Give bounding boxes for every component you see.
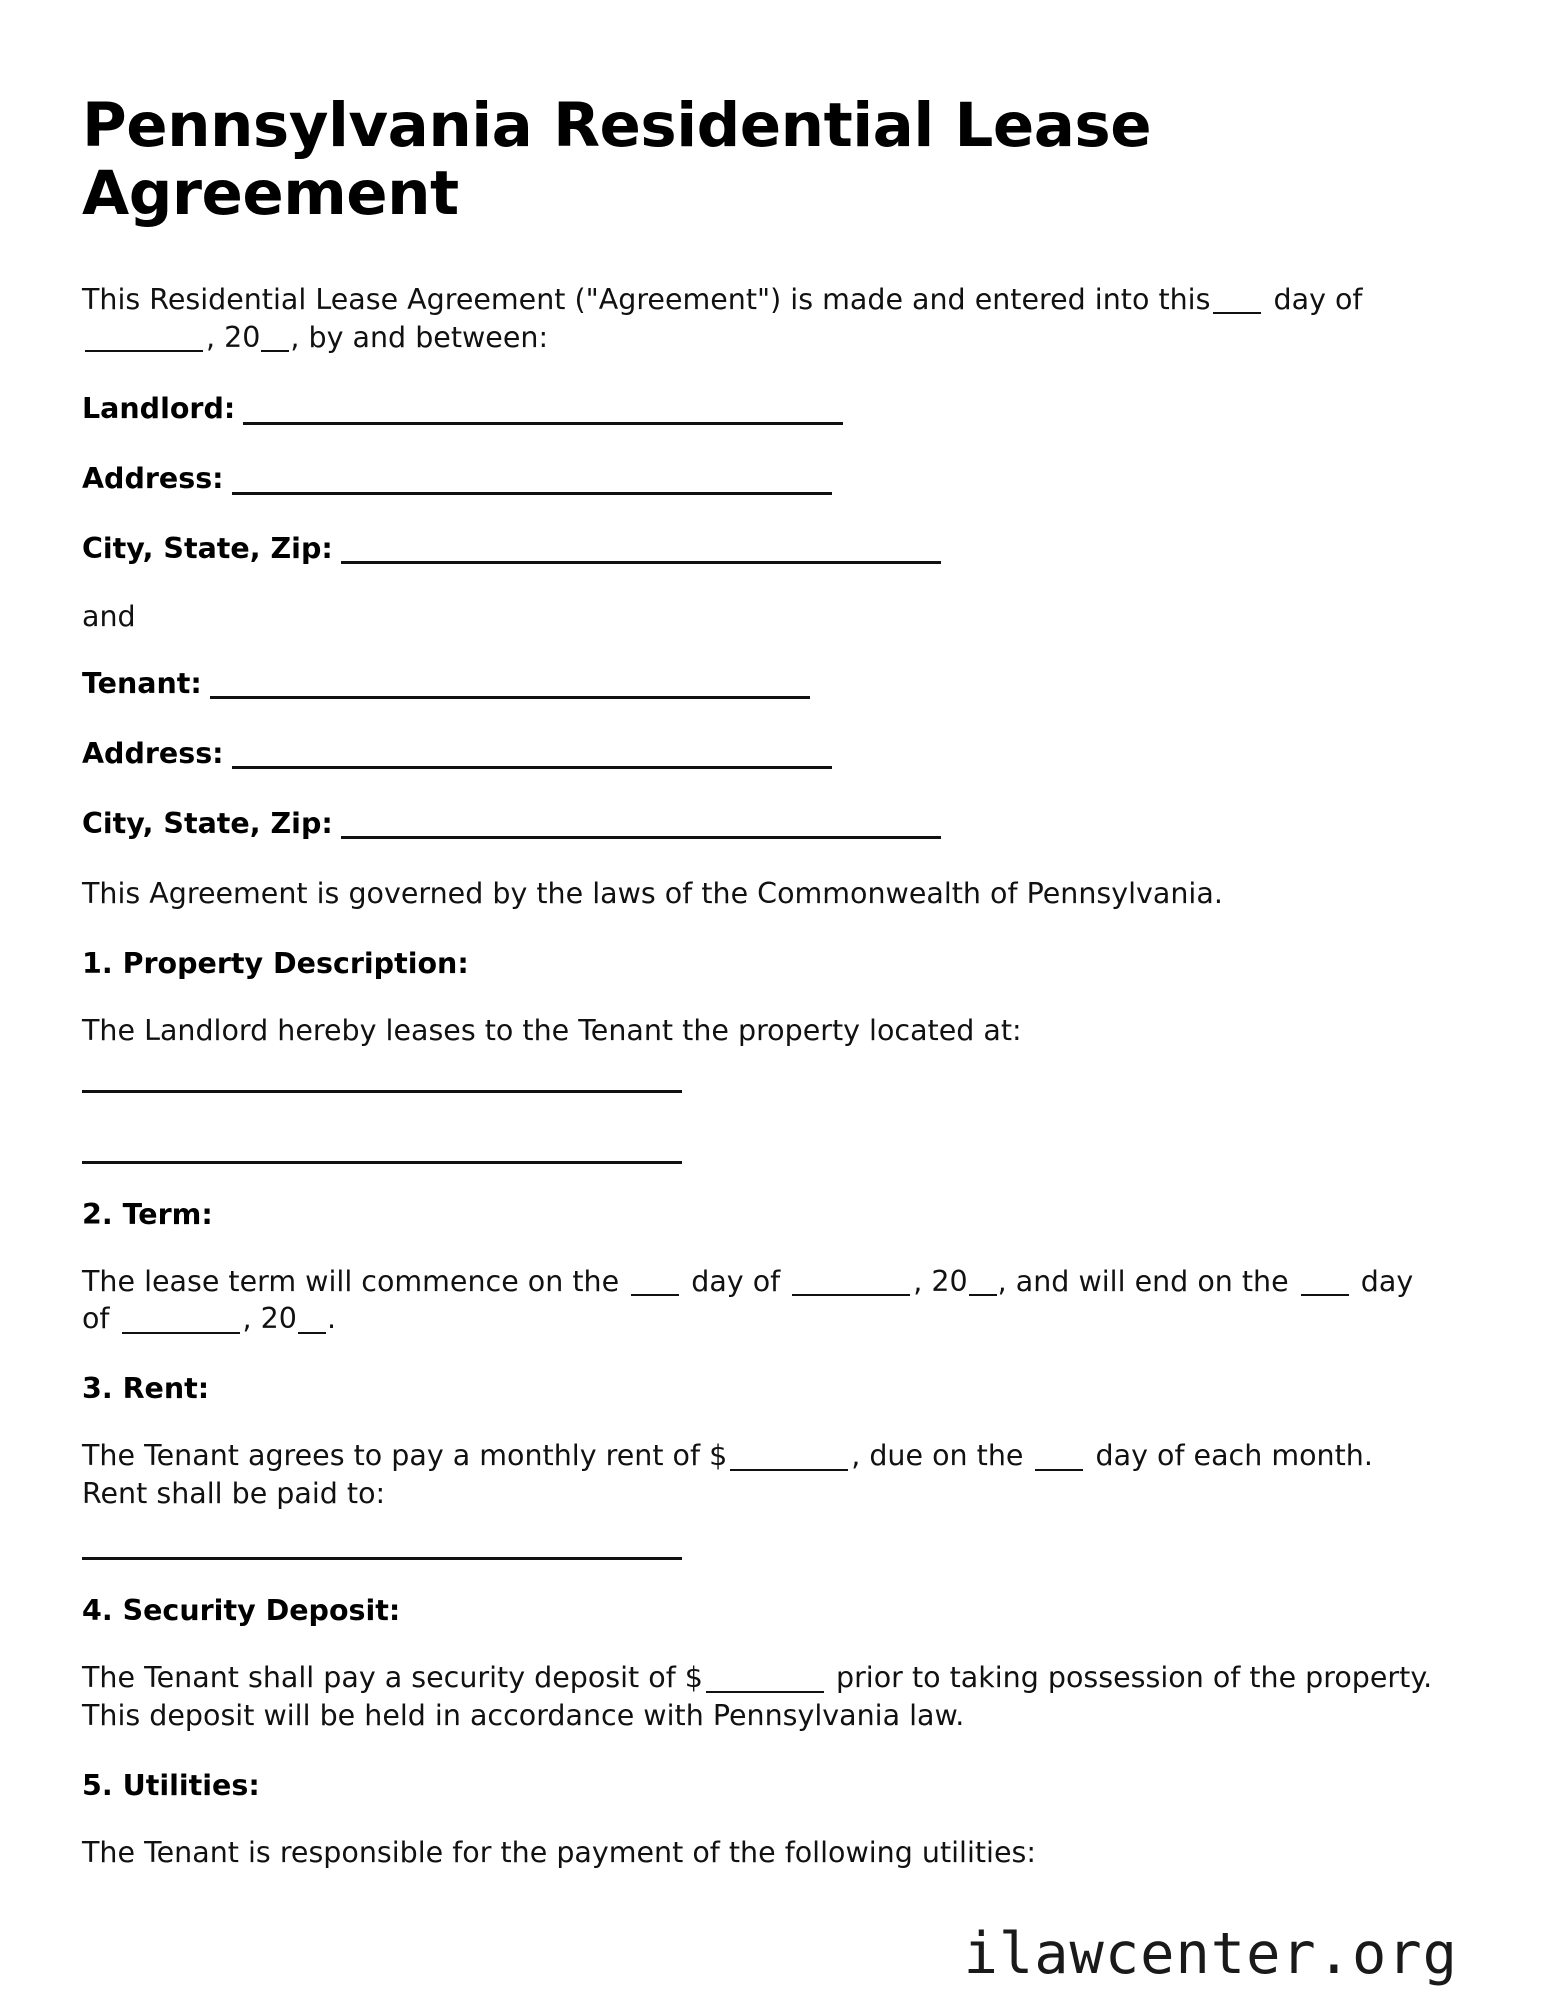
rent-payable-line-1[interactable]	[82, 1557, 682, 1560]
landlord-city-field-row	[82, 530, 1442, 568]
rent-text-part3: day of each month. Rent shall be paid to:	[82, 1439, 1373, 1511]
section-heading-rent: 3. Rent:	[82, 1372, 210, 1406]
section-body-rent	[82, 1437, 1442, 1513]
section-body-term	[82, 1263, 1442, 1339]
rent-payable-blank-lines	[82, 1557, 1442, 1560]
intro-day-blank[interactable]	[1213, 285, 1261, 314]
intro-paragraph	[82, 281, 1442, 357]
term-text-part7: .	[326, 1302, 336, 1336]
section-body-property-description: The Landlord hereby leases to the Tenant the property located at:	[82, 1013, 1022, 1047]
tenant-address-label: Address:	[82, 736, 224, 770]
conjunction-and: and	[82, 600, 136, 634]
landlord-address-field-row	[82, 460, 1442, 498]
tenant-input-line[interactable]	[210, 667, 810, 699]
landlord-address-label: Address:	[82, 462, 224, 496]
intro-text-part2: day of	[1273, 282, 1363, 316]
tenant-city-input-line[interactable]	[341, 807, 941, 839]
tenant-address-input-line[interactable]	[232, 737, 832, 769]
page-title: Pennsylvania Residential Lease Agreement	[82, 90, 1152, 230]
deposit-text-part2: prior to taking possession of the property. This deposit will be held in accordance with Pennsylvania law.	[82, 1661, 1433, 1732]
landlord-city-input-line[interactable]	[341, 532, 941, 564]
governing-law-paragraph: This Agreement is governed by the laws of the Commonwealth of Pennsylvania.	[82, 876, 1223, 910]
tenant-address-field-row	[82, 735, 1442, 773]
rent-due-day-blank[interactable]	[1035, 1442, 1083, 1471]
tenant-city-field-row	[82, 805, 1442, 843]
property-description-line-1[interactable]	[82, 1090, 682, 1093]
deposit-amount-blank[interactable]	[706, 1663, 824, 1692]
rent-amount-blank[interactable]	[730, 1442, 848, 1471]
intro-year-blank[interactable]	[261, 323, 289, 352]
section-heading-property-description: 1. Property Description:	[82, 946, 469, 980]
term-start-month-blank[interactable]	[792, 1267, 910, 1296]
tenant-field-row	[82, 665, 1442, 703]
term-text-part6: , 20	[242, 1302, 297, 1336]
intro-text-part3: , 20	[206, 320, 261, 354]
term-end-day-blank[interactable]	[1301, 1267, 1349, 1296]
rent-text-part1: The Tenant agrees to pay a monthly rent of $	[82, 1439, 728, 1473]
term-end-year-blank[interactable]	[298, 1305, 326, 1334]
term-start-year-blank[interactable]	[969, 1267, 997, 1296]
intro-month-blank[interactable]	[85, 323, 203, 352]
site-watermark: ilawcenter.org	[963, 1921, 1458, 1987]
intro-text-part1: This Residential Lease Agreement ("Agreement") is made and entered into this	[82, 282, 1211, 316]
term-text-part5: day of	[82, 1264, 1414, 1336]
property-description-line-2[interactable]	[82, 1161, 682, 1164]
term-start-day-blank[interactable]	[631, 1267, 679, 1296]
term-text-part2: day of	[691, 1264, 781, 1298]
section-heading-security-deposit: 4. Security Deposit:	[82, 1594, 401, 1628]
landlord-city-label: City, State, Zip:	[82, 532, 333, 566]
intro-text-part4: , by and between:	[290, 320, 549, 354]
term-text-part4: , and will end on the	[997, 1264, 1289, 1298]
tenant-city-label: City, State, Zip:	[82, 806, 333, 840]
landlord-address-input-line[interactable]	[232, 463, 832, 495]
tenant-label: Tenant:	[82, 667, 202, 701]
section-heading-term: 2. Term:	[82, 1197, 213, 1231]
term-text-part3: , 20	[913, 1264, 968, 1298]
term-end-month-blank[interactable]	[122, 1305, 240, 1334]
landlord-field-row	[82, 390, 1442, 428]
section-body-utilities: The Tenant is responsible for the payment of the following utilities:	[82, 1835, 1036, 1869]
landlord-input-line[interactable]	[243, 393, 843, 425]
rent-text-part2: , due on the	[851, 1439, 1024, 1473]
deposit-text-part1: The Tenant shall pay a security deposit of $	[82, 1661, 703, 1695]
landlord-label: Landlord:	[82, 392, 236, 426]
term-text-part1: The lease term will commence on the	[82, 1264, 620, 1298]
property-description-blank-lines	[82, 1090, 1442, 1164]
section-body-security-deposit	[82, 1659, 1442, 1735]
section-heading-utilities: 5. Utilities:	[82, 1768, 260, 1802]
